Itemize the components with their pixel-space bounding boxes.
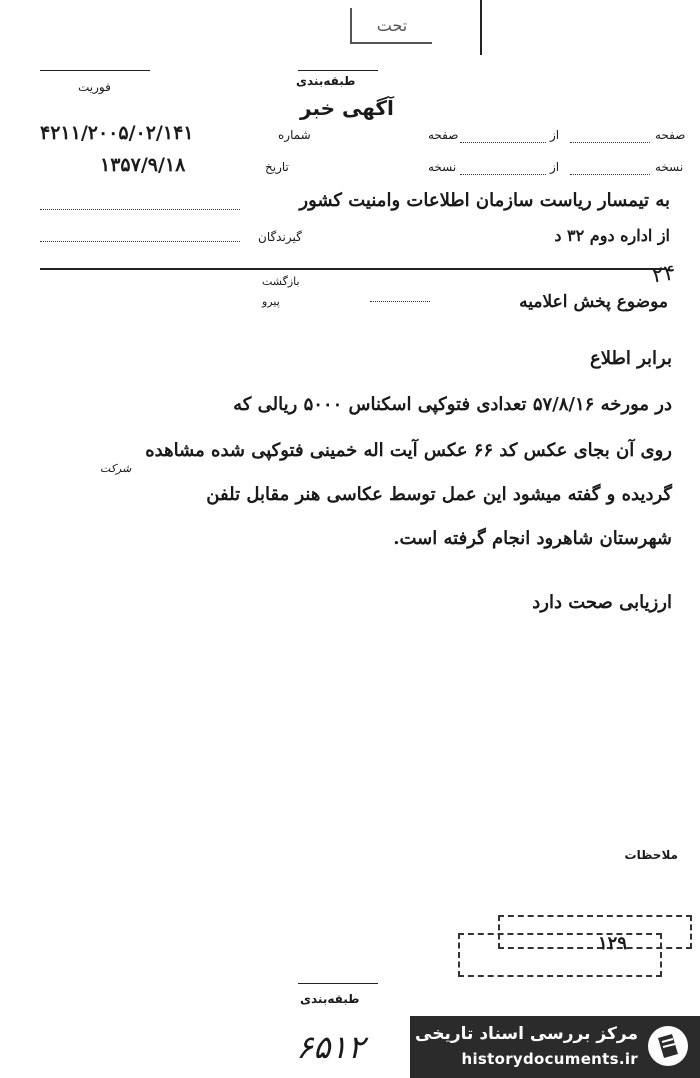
reference-label: بازگشت xyxy=(262,275,300,288)
copy-label-2: نسخه xyxy=(428,160,457,174)
follow-label: پیرو xyxy=(262,295,280,308)
page-dots xyxy=(570,141,650,143)
number-value: ۴۲۱۱/۲۰۰۵/۰۲/۱۴۱ xyxy=(40,122,194,144)
stamp-number: ۱۲۹ xyxy=(598,933,628,954)
stamp-frame-inner xyxy=(498,915,692,949)
handwritten-number: ۶۵۱۲ xyxy=(296,1028,365,1066)
form-title: آگهی خبر xyxy=(300,96,394,120)
to-dots xyxy=(40,208,240,210)
body-line-1: در مورخه ۵۷/۸/۱۶ تعدادی فتوکپی اسکناس ۵۰۰۰ ریالی که xyxy=(233,394,672,415)
watermark-name: مرکز بررسی اسناد تاریخی xyxy=(415,1024,638,1044)
watermark-logo xyxy=(410,1016,700,1078)
body-line-3-insert: شرکت xyxy=(100,462,132,475)
classification-label: طبقه‌بندی xyxy=(296,74,356,88)
page-label: صفحه xyxy=(655,128,686,142)
bottom-classification-rule xyxy=(298,983,378,984)
from-line: از اداره دوم ۳۲ د xyxy=(554,226,670,245)
bottom-classification-label: طبقه‌بندی xyxy=(300,992,360,1006)
margin-note: ۲۴ xyxy=(650,260,678,289)
urgency-rule xyxy=(40,70,150,71)
body-assessment: ارزیابی صحت دارد xyxy=(532,592,672,613)
copy-dots xyxy=(570,173,650,175)
body-line-3: گردیده و گفته میشود این عمل توسط عکاسی هنر مقابل تلفن xyxy=(206,484,672,505)
urgency-label: فوریت xyxy=(78,80,111,94)
recipients-dots xyxy=(40,240,240,242)
date-label: تاریخ xyxy=(265,160,289,174)
body-greeting: برابر اطلاع xyxy=(590,348,672,369)
registration-stamp xyxy=(458,905,688,985)
recipients-label: گیرندگان xyxy=(258,230,302,244)
reference-dots xyxy=(370,300,430,302)
watermark-url: historydocuments.ir xyxy=(461,1050,638,1068)
page-label-2: صفحه xyxy=(428,128,459,142)
of-label: از xyxy=(550,128,560,142)
copy-label: نسخه xyxy=(655,160,684,174)
body-line-4: شهرستان شاهرود انجام گرفته است. xyxy=(393,528,672,549)
date-value: ۱۳۵۷/۹/۱۸ xyxy=(100,154,186,176)
copy-total-dots xyxy=(460,173,546,175)
page-total-dots xyxy=(460,141,546,143)
to-line: به تیمسار ریاست سازمان اطلاعات وامنیت کشور xyxy=(299,190,670,211)
header-divider xyxy=(40,268,665,270)
number-label: شماره xyxy=(278,128,311,142)
top-stamp: تحت xyxy=(350,8,432,44)
body-line-2: روی آن بجای عکس کد ۶۶ عکس آیت اله خمینی فتوکپی شده مشاهده xyxy=(145,440,672,461)
top-margin-line xyxy=(480,0,482,55)
classification-rule xyxy=(298,70,378,71)
document-archive-icon xyxy=(646,1024,690,1068)
remarks-label: ملاحظات xyxy=(624,848,678,862)
subject-line: موضوع پخش اعلامیه xyxy=(519,292,668,312)
of-label-2: از xyxy=(550,160,560,174)
